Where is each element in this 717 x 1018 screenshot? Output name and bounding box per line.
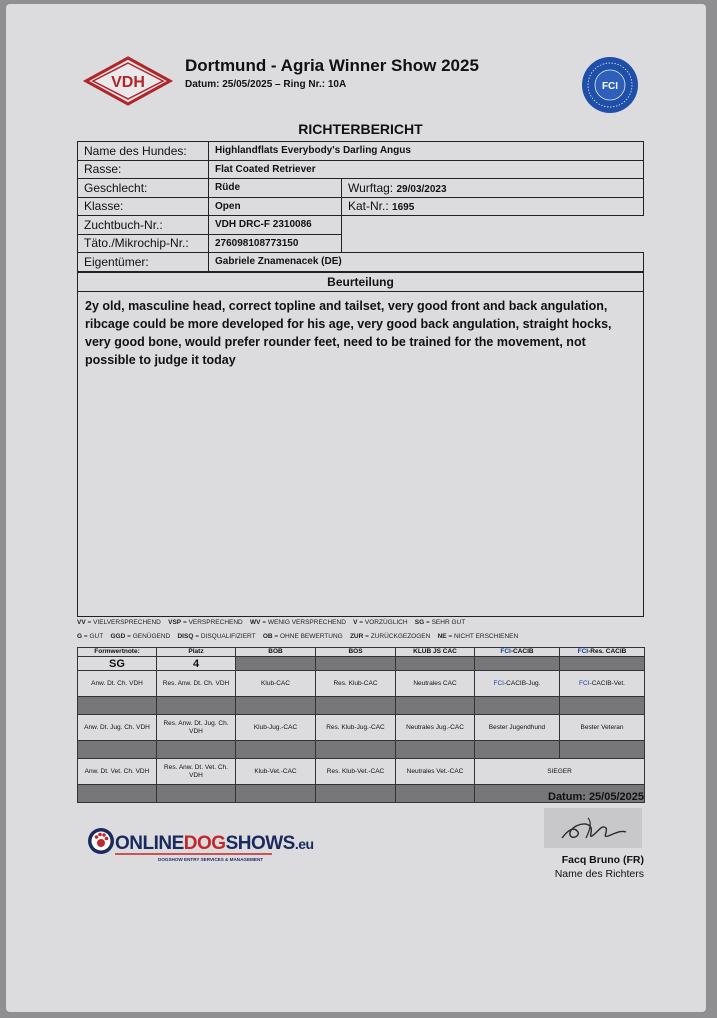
anw-dt-ch-label: Anw. Dt. Ch. VDH xyxy=(78,671,157,697)
row-klasse xyxy=(78,197,644,216)
chip-label: Täto./Mikrochip-Nr.: xyxy=(78,234,209,253)
logo-eu: .eu xyxy=(294,836,314,852)
cacib-jug-text: -CACIB-Jug. xyxy=(504,679,541,687)
onlinedogshows-logo xyxy=(86,819,314,867)
legend-text: ZURÜCKGEZOGEN xyxy=(370,633,431,640)
empty-cell xyxy=(396,741,475,759)
row-eigentuemer xyxy=(78,253,644,272)
legend-text: OHNE BEWERTUNG xyxy=(280,633,343,640)
vdh-logo xyxy=(84,56,172,106)
eigentuemer-label: Eigentümer: xyxy=(78,253,209,272)
empty-cell xyxy=(78,741,157,759)
legend-line-2: G = GUT GGD = GENÜGEND DISQ = DISQUALIFIZIERT OB = OHNE BEWERTUNG ZUR = ZURÜCKGEZOGEN NE = NICHT ERSCHIENEN xyxy=(77,633,519,640)
legend-text: VORZÜGLICH xyxy=(364,619,408,626)
legend-text: SEHR GUT xyxy=(431,619,466,626)
neutrales-cac-label: Neutrales CAC xyxy=(396,671,475,697)
legend-code: OB xyxy=(262,633,273,640)
cacib-cell xyxy=(475,657,560,671)
logo-tagline: DOGSHOW ENTRY SERVICES & MANAGEMENT xyxy=(158,857,264,862)
anw-dt-jug-label: Anw. Dt. Jug. Ch. VDH xyxy=(78,715,157,741)
formwertnote-value: SG xyxy=(78,657,157,671)
neutrales-vet-cac-label: Neutrales Vet.-CAC xyxy=(396,759,475,785)
res-cacib-label: -Res. CACIB xyxy=(588,648,627,655)
res-klub-vet-cac-label: Res. Klub-Vet.-CAC xyxy=(316,759,396,785)
legend-text: NICHT ERSCHIENEN xyxy=(454,633,519,640)
empty-cell xyxy=(316,741,396,759)
legend-code: WV xyxy=(249,619,261,626)
res-klub-jug-cac-label: Res. Klub-Jug.-CAC xyxy=(316,715,396,741)
bos-cell xyxy=(316,657,396,671)
logo-online: ONLINE xyxy=(115,833,184,854)
legend-code: DISQ xyxy=(177,633,194,640)
rasse-label: Rasse: xyxy=(78,160,209,179)
page-title: Dortmund - Agria Winner Show 2025 xyxy=(185,56,479,75)
zuchtbuch-value: VDH DRC-F 2310086 xyxy=(209,216,342,235)
empty-cell xyxy=(236,697,316,715)
empty-cell xyxy=(157,697,236,715)
legend-code: ZUR xyxy=(349,633,364,640)
katnr-value: 1695 xyxy=(392,202,415,214)
cacib-jug-label xyxy=(475,671,560,697)
sieger-label: SIEGER xyxy=(475,759,645,785)
fci-prefix: FCI xyxy=(577,648,589,655)
zuchtbuch-label: Zuchtbuch-Nr.: xyxy=(78,216,209,235)
dog-info-table xyxy=(77,141,644,272)
legend-code: SG xyxy=(414,619,425,626)
empty-cell xyxy=(78,697,157,715)
legend-code: G xyxy=(77,633,83,640)
neutrales-jug-cac-label: Neutrales Jug.-CAC xyxy=(396,715,475,741)
bob-cell xyxy=(236,657,316,671)
empty-cell xyxy=(560,741,645,759)
judge-name-label: Name des Richters xyxy=(554,868,644,880)
legend-text: GUT xyxy=(89,633,104,640)
geschlecht-label: Geschlecht: xyxy=(78,179,209,198)
res-anw-dt-ch-label: Res. Anw. Dt. Ch. VDH xyxy=(157,671,236,697)
beurteilung-heading: Beurteilung xyxy=(77,272,644,292)
judge-name: Facq Bruno (FR) xyxy=(561,854,644,866)
legend-text: VERSPRECHEND xyxy=(188,619,243,626)
signature-date: Datum: 25/05/2025 xyxy=(548,791,644,803)
legend-code: VV xyxy=(77,619,86,626)
klub-js-cac-header: KLUB JS CAC xyxy=(396,648,475,657)
empty-cell xyxy=(316,697,396,715)
name-value: Highlandflats Everybody's Darling Angus xyxy=(209,142,644,161)
vdh-logo-text: VDH xyxy=(111,74,145,91)
legend-text: DISQUALIFIZIERT xyxy=(200,633,256,640)
katnr-label: Kat-Nr.: xyxy=(348,199,389,214)
empty-cell xyxy=(396,697,475,715)
fci-logo-text: FCI xyxy=(601,81,619,92)
row-name xyxy=(78,142,644,161)
katnr-cell xyxy=(342,197,644,216)
anw-dt-vet-label: Anw. Dt. Vet. Ch. VDH xyxy=(78,759,157,785)
legend-text: GENÜGEND xyxy=(132,633,171,640)
empty-cell xyxy=(236,741,316,759)
formwertnote-header: Formwertnote: xyxy=(78,648,157,657)
klasse-value: Open xyxy=(209,197,342,216)
name-label: Name des Hundes: xyxy=(78,142,209,161)
cacib-vet-label xyxy=(560,671,645,697)
res-cacib-cell xyxy=(560,657,645,671)
page-subtitle: Datum: 25/05/2025 – Ring Nr.: 10A xyxy=(185,79,347,90)
platz-header: Platz xyxy=(157,648,236,657)
res-anw-dt-jug-label: Res. Anw. Dt. Jug. Ch. VDH xyxy=(157,715,236,741)
legend-text: VIELVERSPRECHEND xyxy=(93,619,161,626)
rasse-value: Flat Coated Retriever xyxy=(209,160,644,179)
judge-signature xyxy=(544,808,642,848)
res-anw-dt-vet-label: Res. Anw. Dt. Vet. Ch. VDH xyxy=(157,759,236,785)
zuchtbuch-empty xyxy=(342,216,644,235)
legend-line-1: VV = VIELVERSPRECHEND VSP = VERSPRECHEND WV = WENIG VERSPRECHEND V = VORZÜGLICH SG = SEHR GUT xyxy=(77,619,466,626)
beurteilung-text: 2y old, masculine head, correct topline and tailset, very good front and back angulation, ribcage could be more developed for his age, very good back angulation, straight hocks, very good bone, would prefer rounder feet, need to be trained for the movement, not possible to judge it today xyxy=(77,292,644,617)
empty-cell xyxy=(475,697,560,715)
klasse-label: Klasse: xyxy=(78,197,209,216)
res-klub-cac-label: Res. Klub-CAC xyxy=(316,671,396,697)
platz-value: 4 xyxy=(157,657,236,671)
cacib-header xyxy=(475,648,560,657)
report-page xyxy=(6,4,706,1012)
wurftag-value: 29/03/2023 xyxy=(396,183,447,195)
chip-empty xyxy=(342,234,644,253)
row-geschlecht xyxy=(78,179,644,198)
report-title: RICHTERBERICHT xyxy=(298,121,423,137)
res-cacib-header xyxy=(560,648,645,657)
empty-cell xyxy=(560,697,645,715)
legend-code: GGD xyxy=(110,633,126,640)
row-zuchtbuch xyxy=(78,216,644,235)
fci-prefix: FCI xyxy=(493,679,504,687)
chip-value: 276098108773150 xyxy=(209,234,342,253)
empty-cell xyxy=(157,741,236,759)
klub-cac-label: Klub-CAC xyxy=(236,671,316,697)
wurftag-cell xyxy=(342,179,644,198)
legend-code: NE xyxy=(437,633,447,640)
wurftag-label: Wurftag: xyxy=(348,180,394,195)
fci-prefix: FCI xyxy=(579,679,590,687)
legend-code: V xyxy=(353,619,358,626)
legend-text: WENIG VERSPRECHEND xyxy=(267,619,346,626)
logo-shows: SHOWS xyxy=(225,833,295,854)
geschlecht-value: Rüde xyxy=(209,179,342,198)
cacib-vet-text: -CACIB-Vet. xyxy=(589,679,625,687)
bester-veteran-label: Bester Veteran xyxy=(560,715,645,741)
awards-table xyxy=(77,647,645,803)
svg-text:ONLINEDOGSHOWS.eu xyxy=(115,833,314,854)
row-rasse xyxy=(78,160,644,179)
fci-prefix: FCI xyxy=(500,648,511,655)
klub-vet-cac-label: Klub-Vet.-CAC xyxy=(236,759,316,785)
empty-cell xyxy=(475,741,560,759)
bester-jugendhund-label: Bester Jugendhund xyxy=(475,715,560,741)
row-chip xyxy=(78,234,644,253)
logo-dog: DOG xyxy=(183,833,226,854)
bob-header: BOB xyxy=(236,648,316,657)
bos-header: BOS xyxy=(316,648,396,657)
fci-logo xyxy=(581,56,639,114)
legend-code: VSP xyxy=(168,619,182,626)
klub-jug-cac-label: Klub-Jug.-CAC xyxy=(236,715,316,741)
eigentuemer-value: Gabriele Znamenacek (DE) xyxy=(209,253,644,272)
klub-js-cac-cell xyxy=(396,657,475,671)
cacib-label: -CACIB xyxy=(510,648,534,655)
